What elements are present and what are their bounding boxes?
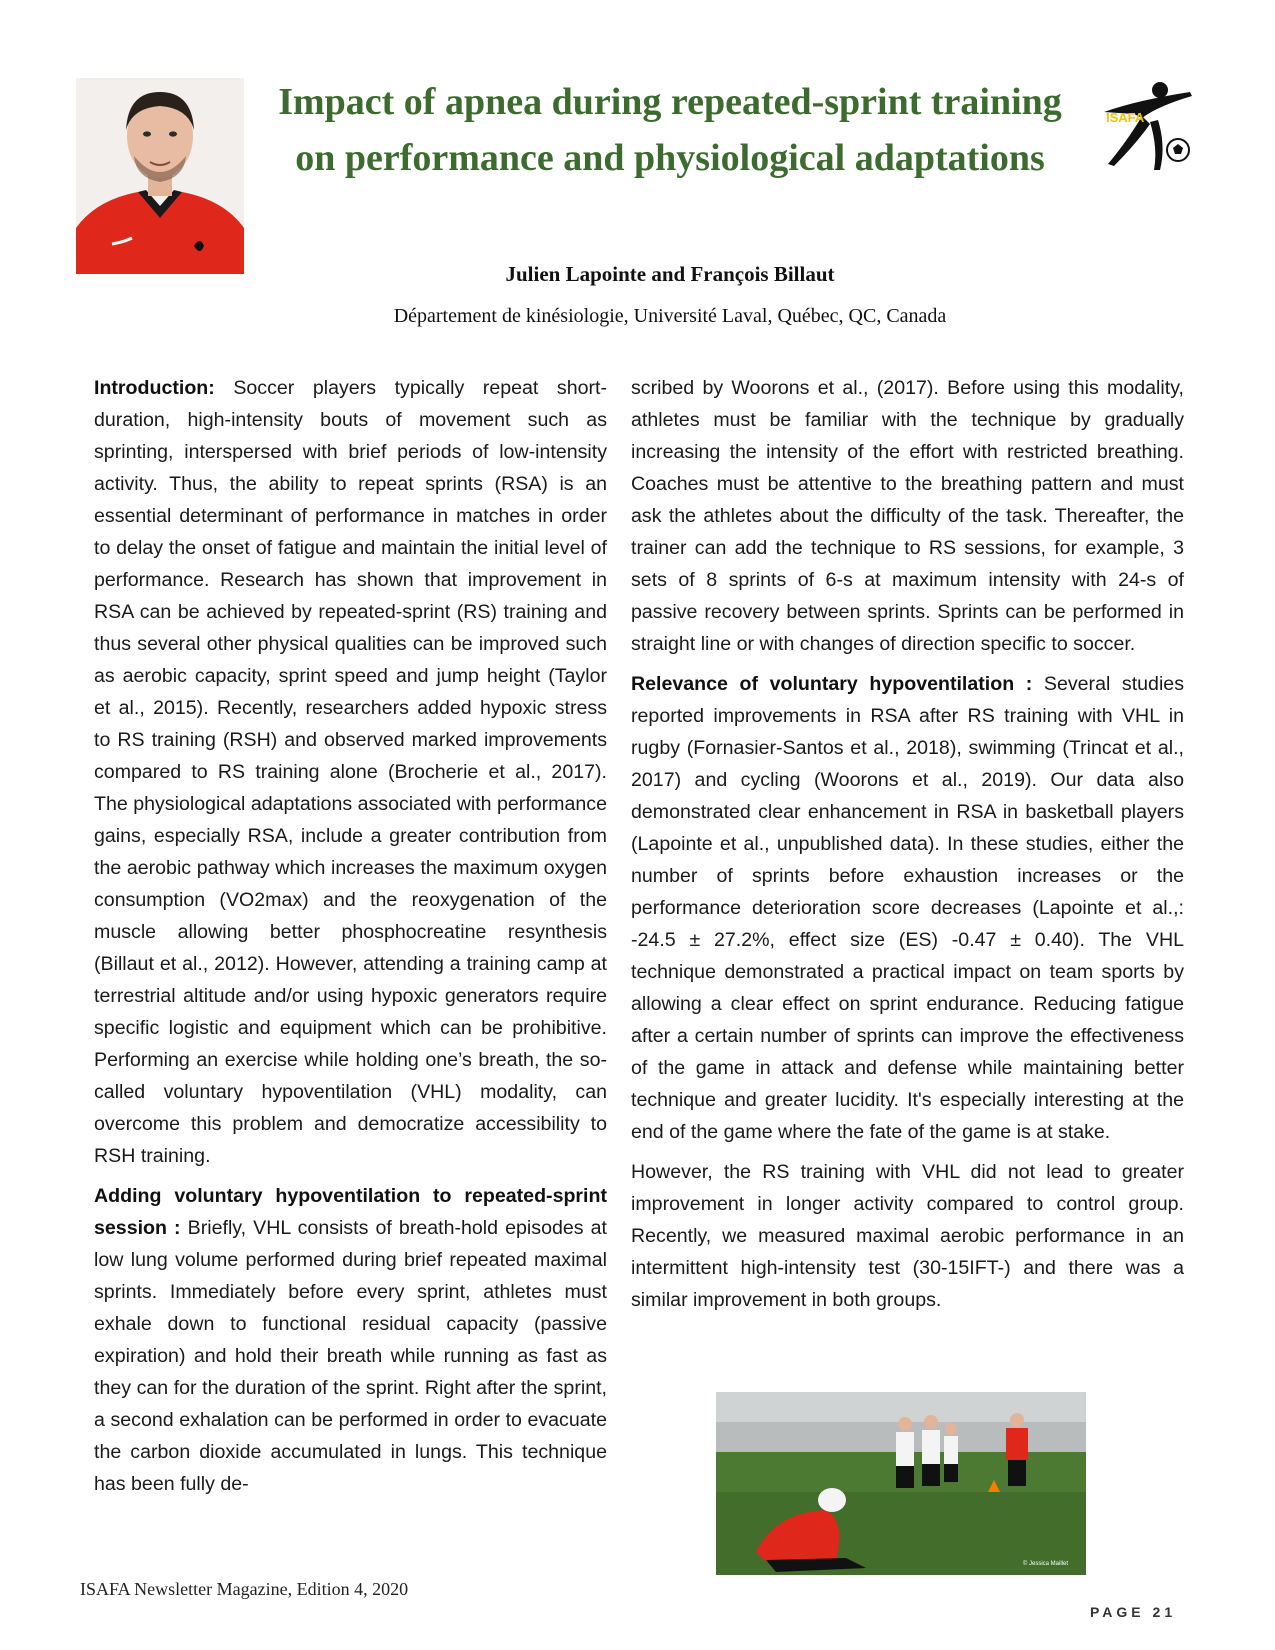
article-title: Impact of apnea during repeated-sprint training on performance and physiological adaptations [278, 81, 1062, 179]
vhl-paragraph [94, 1180, 607, 1500]
isafa-logo [1098, 78, 1198, 182]
intro-paragraph [94, 372, 607, 1172]
photo-credit: © Jessica Maillet [1022, 1561, 1068, 1567]
vhl-text: Briefly, VHL consists of breath-hold episodes at low lung volume performed during brief repeated maximal sprints. Immediately before every sprint, athletes must exhale down to functional residual capacity (passive expiration) and hold their breath while running as fast as they can for the duration of the sprint. Right after the sprint, a second exhalation can be performed in order to evacuate the carbon dioxide accumulated in lungs. This technique has been fully de- [94, 1217, 607, 1495]
article-authors: Julien Lapointe and François Billaut [505, 262, 835, 286]
intro-text: Soccer players typically repeat short-duration, high-intensity bouts of movement such as sprinting, interspersed with brief periods of low-intensity activity. Thus, the ability to repeat sprints (RSA) is an essential determinant of performance in matches in order to delay the onset of fatigue and maintain the initial level of performance. Research has shown that improvement in RSA can be achieved by repeated-sprint (RS) training and thus several other physical qualities can be improved such as aerobic capacity, sprint speed and jump height (Taylor et al., 2015). Recently, researchers added hypoxic stress to RS training (RSH) and observed marked improvements compared to RS training alone (Brocherie et al., 2017). The physiological adaptations associated with performance gains, especially RSA, include a greater contribution from the aerobic pathway which increases the maximum oxygen consumption (VO2max) and the reoxygenation of the muscle allowing better phosphocreatine resynthesis (Billaut et al., 2012). However, attending a training camp at terrestrial altitude and/or using hypoxic generators require specific logistic and equipment which can be prohibitive. Performing an exercise while holding one’s breath, the so-called voluntary hypoventilation (VHL) modality, can overcome this problem and democratize accessibility to RSH training. [94, 377, 607, 1167]
svg-text:ISAFA: ISAFA [1106, 110, 1145, 125]
publication-footer: ISAFA Newsletter Magazine, Edition 4, 2020 [80, 1579, 409, 1599]
right-column [631, 372, 1184, 1324]
author-portrait [76, 78, 244, 274]
left-column [94, 372, 607, 1508]
intro-heading: Introduction: [94, 377, 215, 399]
continuation-paragraph: scribed by Woorons et al., (2017). Before using this modality, athletes must be familiar with the technique by gradually increasing the intensity of the effort with restricted breathing. Coaches must be attentive to the breathing pattern and must ask the athletes about the difficulty of the task. Thereafter, the trainer can add the technique to RS sessions, for example, 3 sets of 8 sprints of 6-s at maximum intensity with 24-s of passive recovery between sprints. Sprints can be performed in straight line or with changes of direction specific to soccer. [631, 377, 1184, 655]
relevance-heading: Relevance of voluntary hypoventilation : [631, 673, 1033, 695]
final-paragraph: However, the RS training with VHL did not lead to greater improvement in longer activity compared to control group. Recently, we measured maximal aerobic performance in an intermittent high-intensity test (30-15IFT-) and there was a similar improvement in both groups. [631, 1161, 1184, 1311]
relevance-paragraph [631, 668, 1184, 1148]
page-number: PAGE 21 [1090, 1604, 1177, 1620]
vhl-heading: Adding voluntary hypoventilation to repeated-sprint session : [94, 1185, 607, 1239]
article-affiliation: Département de kinésiologie, Université Laval, Québec, QC, Canada [393, 305, 947, 327]
relevance-text: Several studies reported improvements in RSA after RS training with VHL in rugby (Fornasier-Santos et al., 2018), swimming (Trincat et al., 2017) and cycling (Woorons et al., 2019). Our data also demonstrated clear enhancement in RSA in basketball players (Lapointe et al., unpublished data). In these studies, either the number of sprints before exhaustion increases or the performance deterioration score decreases (Lapointe et al.,: -24.5 ± 27.2%, effect size (ES) -0.47 ± 0.40). The VHL technique demonstrated a practical impact on team sports by allowing a clear effect on sprint endurance. Reducing fatigue after a certain number of sprints can improve the effectiveness of the game in attack and defense while maintaining better technique and greater lucidity. It's especially interesting at the end of the game where the fate of the game is at stake. [631, 673, 1184, 1143]
training-photo [716, 1392, 1086, 1575]
